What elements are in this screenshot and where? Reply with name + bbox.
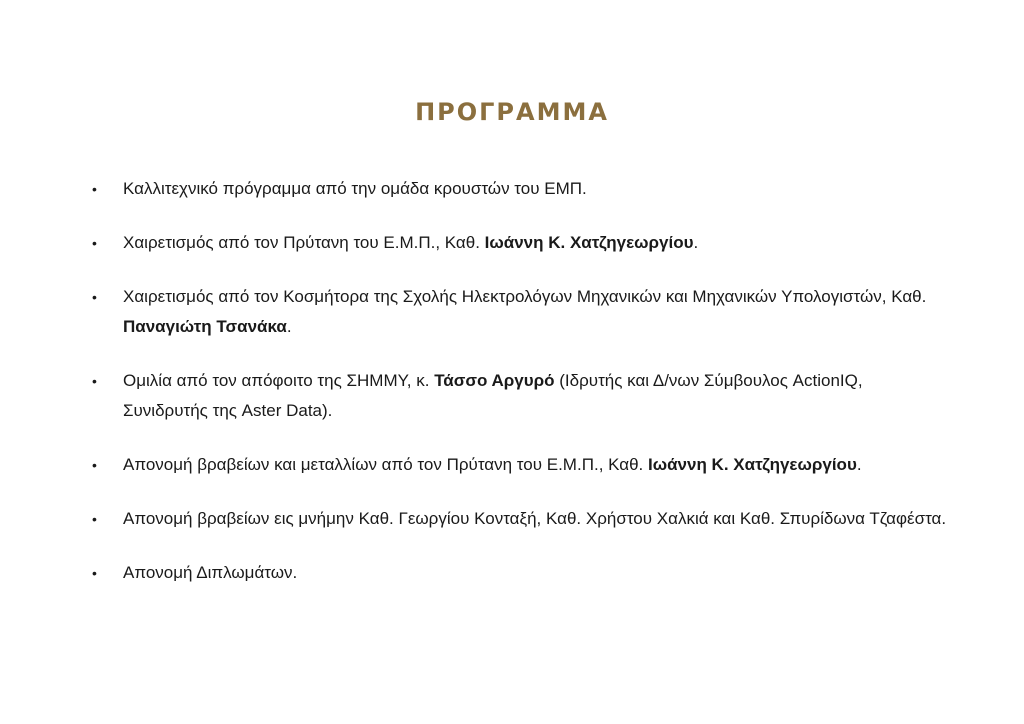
item-text-bold: Ιωάννη Κ. Χατζηγεωργίου: [648, 455, 857, 474]
program-item-2: [92, 228, 952, 258]
item-text: Απονομή βραβείων εις μνήμην Καθ. Γεωργίου Κονταξή, Καθ. Χρήστου Χαλκιά και Καθ. Σπυρίδωνα Τζαφέστα.: [123, 509, 947, 528]
item-text-post: .: [693, 233, 699, 252]
program-item-7: [92, 558, 952, 588]
item-text-pre: Χαιρετισμός από τον Πρύτανη του Ε.Μ.Π., Καθ.: [123, 233, 485, 252]
bullet-icon: •: [92, 181, 97, 197]
program-list: [92, 174, 952, 612]
program-item-6: [92, 504, 952, 534]
item-text-bold: Ιωάννη Κ. Χατζηγεωργίου: [484, 233, 694, 252]
item-text: Καλλιτεχνικό πρόγραμμα από την ομάδα κρουστών του ΕΜΠ.: [123, 179, 587, 198]
bullet-icon: •: [92, 565, 97, 581]
item-text-pre: Απονομή βραβείων και μεταλλίων από τον Πρύτανη του Ε.Μ.Π., Καθ.: [123, 455, 648, 474]
bullet-icon: •: [92, 457, 97, 473]
program-item-4: [92, 366, 952, 426]
item-text-pre: Ομιλία από τον απόφοιτο της ΣΗΜΜΥ, κ.: [123, 371, 435, 390]
bullet-icon: •: [92, 511, 97, 527]
item-text-bold: Παναγιώτη Τσανάκα: [123, 317, 287, 336]
page-title: ΠΡΟΓΡΑΜΜΑ: [415, 98, 609, 126]
bullet-icon: •: [92, 289, 97, 305]
item-text-post: (Ιδρυτής και Δ/νων Σύμβουλος ActionIQ, Συνιδρυτής της Aster Data).: [123, 371, 863, 420]
bullet-icon: •: [92, 235, 97, 251]
program-item-5: [92, 450, 952, 480]
program-item-3: [92, 282, 952, 342]
item-text-bold: Τάσσο Αργυρό: [434, 371, 555, 390]
item-text: Απονομή Διπλωμάτων.: [123, 563, 298, 582]
item-text-post: .: [286, 317, 292, 336]
item-text-post: .: [856, 455, 862, 474]
bullet-icon: •: [92, 373, 97, 389]
item-text-pre: Χαιρετισμός από τον Κοσμήτορα της Σχολής Ηλεκτρολόγων Μηχανικών και Μηχανικών Υπολογιστών, Καθ.: [123, 287, 927, 306]
program-item-1: [92, 174, 952, 204]
